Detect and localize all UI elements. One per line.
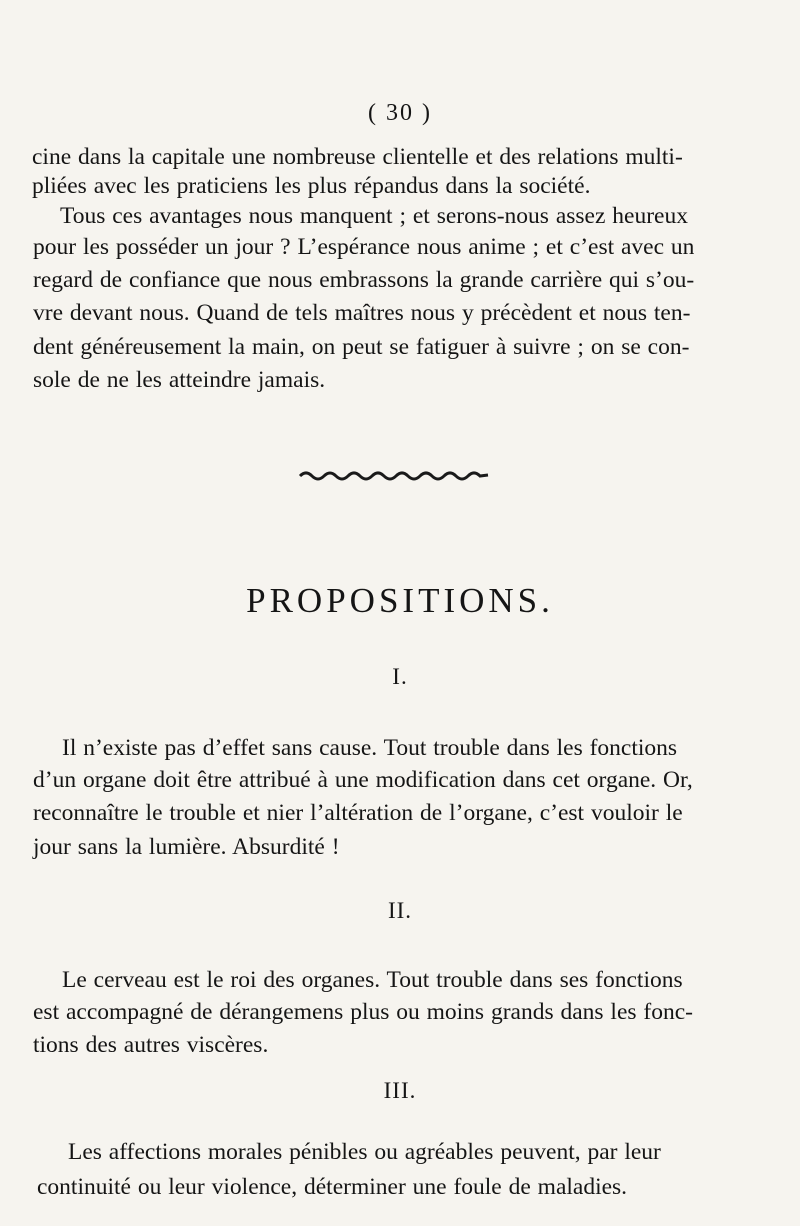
proposition-numeral: III. — [383, 1078, 417, 1103]
proposition-line: Le cerveau est le roi des organes. Tout trouble dans ses fonctions — [62, 967, 683, 993]
intro-line: Tous ces avantages nous manquent ; et serons-nous assez heureux — [60, 203, 688, 229]
intro-line: cine dans la capitale une nombreuse clientelle et des relations multi- — [32, 144, 683, 170]
proposition-line: est accompagné de dérangemens plus ou moins grands dans les fonc- — [33, 999, 693, 1025]
intro-line: pliées avec les praticiens les plus répandus dans la société. — [32, 173, 591, 199]
proposition-line: reconnaître le trouble et nier l’altération de l’organe, c’est vouloir le — [33, 800, 683, 826]
proposition-line: continuité ou leur violence, déterminer une foule de maladies. — [37, 1174, 628, 1200]
ornamental-rule — [298, 466, 490, 484]
proposition-line: d’un organe doit être attribué à une modification dans cet organe. Or, — [33, 767, 693, 793]
proposition-numeral: I. — [392, 664, 408, 689]
intro-line: dent généreusement la main, on peut se fatiguer à suivre ; on se con- — [33, 334, 690, 360]
intro-line: pour les posséder un jour ? L’espérance nous anime ; et c’est avec un — [33, 234, 695, 260]
intro-line: sole de ne les atteindre jamais. — [33, 367, 326, 393]
proposition-numeral: II. — [387, 898, 413, 923]
section-heading: PROPOSITIONS. — [246, 581, 554, 621]
page-number: ( 30 ) — [368, 100, 432, 126]
proposition-line: jour sans la lumière. Absurdité ! — [33, 834, 340, 860]
intro-line: regard de confiance que nous embrassons la grande carrière qui s’ou- — [33, 267, 695, 293]
proposition-line: Les affections morales pénibles ou agréables peuvent, par leur — [68, 1139, 661, 1165]
proposition-line: tions des autres viscères. — [33, 1032, 269, 1058]
intro-line: vre devant nous. Quand de tels maîtres nous y précèdent et nous ten- — [33, 300, 691, 326]
proposition-line: Il n’existe pas d’effet sans cause. Tout trouble dans les fonctions — [62, 735, 678, 761]
